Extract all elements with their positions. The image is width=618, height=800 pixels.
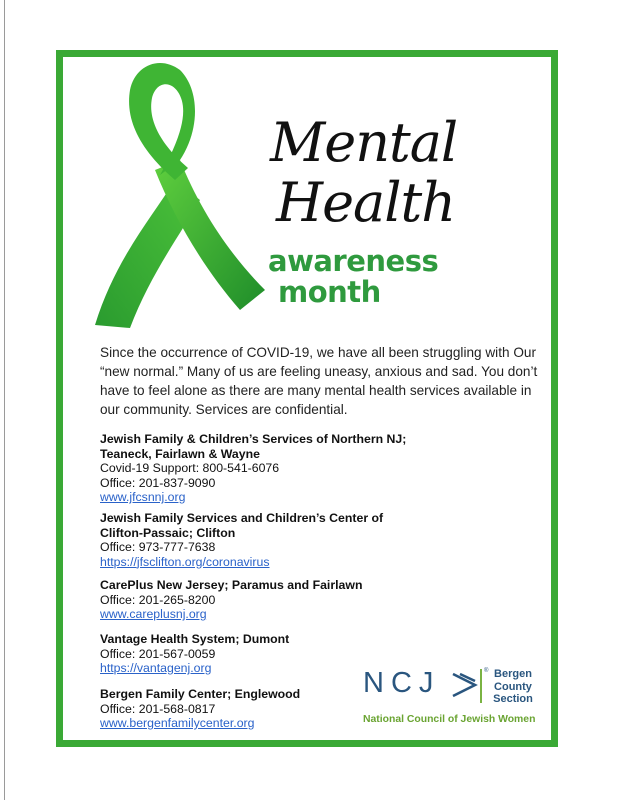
logo-section-line: Section (493, 693, 533, 705)
service-link[interactable]: www.jfcsnnj.org (100, 490, 186, 504)
service-name-cont: Clifton-Passaic; Clifton (100, 525, 236, 540)
service-link[interactable]: www.bergenfamilycenter.org (100, 716, 255, 730)
service-name: Bergen Family Center; Englewood (100, 687, 301, 701)
service-name-cont: Teaneck, Fairlawn & Wayne (100, 446, 260, 461)
logo-section-name (487, 668, 539, 706)
service-office: Office: 201-837-9090 (100, 475, 216, 490)
logo-letters: NCJ (363, 667, 441, 699)
awareness-ribbon-icon (40, 60, 270, 335)
page-edge (4, 0, 5, 800)
title-line-month: month (278, 275, 381, 309)
title-line-awareness: awareness (268, 244, 439, 278)
title-line-health: Health (276, 171, 455, 234)
service-office: Office: 201-568-0817 (100, 701, 216, 716)
service-link[interactable]: www.careplusnj.org (100, 607, 207, 621)
title-line-mental: Mental (270, 111, 458, 174)
logo-divider (480, 669, 482, 703)
service-office: Office: 201-567-0059 (100, 646, 216, 661)
service-phone: Covid-19 Support: 800-541-6076 (100, 461, 280, 475)
logo-section-line: Bergen (494, 668, 532, 680)
intro-paragraph: Since the occurrence of COVID-19, we have all been struggling with Our “new normal.” Many of us are feeling uneasy, anxious and sad. You don’t have to feel alone as there are many mental health services available in our community. Services are confidential. (100, 345, 538, 417)
logo-section-line: County (494, 680, 532, 693)
service-link[interactable]: https://jfsclifton.org/coronavirus (100, 554, 270, 569)
service-entry-jfcs (100, 432, 460, 505)
service-name: Jewish Family Services and Children’s Center of (100, 511, 384, 525)
service-name: CarePlus New Jersey; Paramus and Fairlawn (100, 578, 363, 592)
title-mental-health (270, 113, 457, 233)
service-entry-careplus (100, 578, 460, 622)
logo-w-mark-icon (451, 670, 479, 700)
service-office: Office: 201-265-8200 (100, 592, 216, 607)
service-name: Jewish Family & Children’s Services of Northern NJ; (100, 432, 407, 446)
service-link[interactable]: https://vantagenj.org (100, 661, 212, 675)
ncjw-logo (363, 667, 563, 729)
service-office: Office: 973-777-7638 (100, 540, 216, 554)
logo-registered-mark: ® (484, 668, 489, 674)
title-awareness-month (268, 246, 438, 308)
logo-council-name: National Council of Jewish Women (363, 714, 536, 725)
service-name: Vantage Health System; Dumont (100, 632, 290, 646)
service-entry-jfs-clifton (100, 511, 460, 569)
